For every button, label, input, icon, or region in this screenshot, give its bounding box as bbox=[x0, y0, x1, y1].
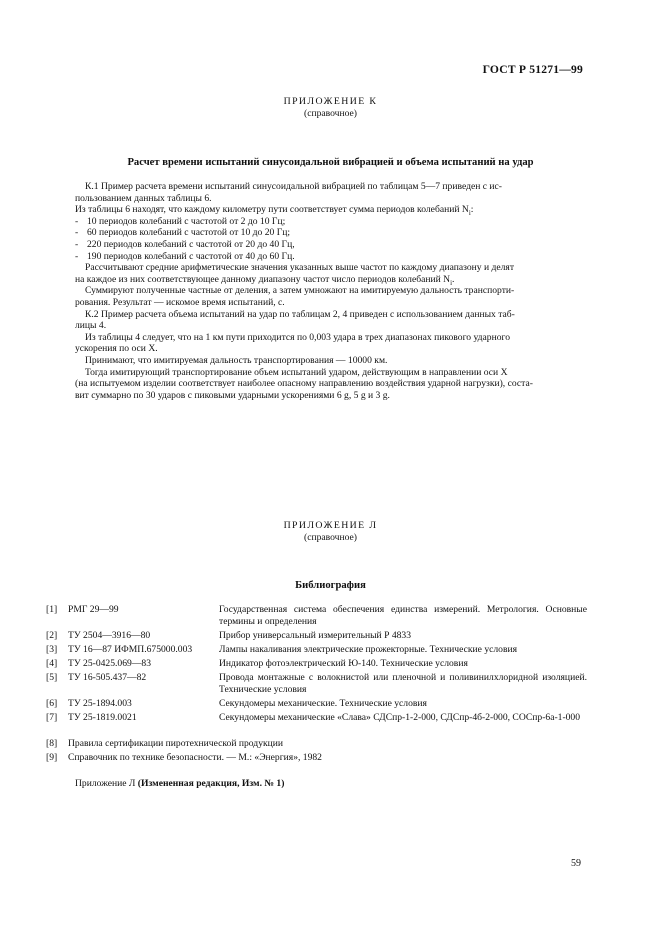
list-item bbox=[75, 216, 587, 228]
bib-number: [1] bbox=[46, 604, 58, 615]
bib-code: ТУ 25-0425.069—83 bbox=[68, 658, 152, 669]
bib-number: [3] bbox=[46, 644, 58, 655]
bib-description: Правила сертификации пиротехнической продукции bbox=[68, 738, 284, 749]
bibliography-heading: Библиография bbox=[295, 580, 366, 591]
bib-code: ТУ 16—87 ИФМП.675000.003 bbox=[68, 644, 193, 655]
page-number: 59 bbox=[571, 858, 581, 869]
bib-code: РМГ 29—99 bbox=[68, 604, 119, 615]
bib-description: Провода монтажные с волокнистой или пленочной и поливинилхлоридной изоляцией. Технические условия bbox=[219, 672, 587, 695]
bib-number: [4] bbox=[46, 658, 58, 669]
para-average-line-1: Рассчитывают средние арифметические значения указанных выше частот по каждому диапазону и делят bbox=[85, 262, 515, 274]
appendix-k-body bbox=[75, 181, 587, 401]
bib-description: Государственная система обеспечения единства измерений. Метрология. Основные термины и определения bbox=[219, 604, 587, 627]
para-average-text: на каждое из них соответствующее данному диапазону частот число периодов колебаний N bbox=[75, 273, 451, 285]
para-distance-line: Принимают, что имитируемая дальность транспортирования — 10000 км. bbox=[85, 354, 388, 366]
list-item-text: 10 периодов колебаний с частотой от 2 до 10 Гц; bbox=[87, 215, 286, 227]
para-result-line-1: Тогда имитирующий транспортирование объем испытаний ударом, действующим в направлении оси X bbox=[85, 366, 508, 378]
bib-number: [2] bbox=[46, 630, 58, 641]
para-result-line-3: вит суммарно по 30 ударов с пиковыми ударными ускорениями 6 g, 5 g и 3 g. bbox=[75, 389, 390, 401]
dash-marker: - bbox=[75, 215, 79, 227]
bib-number: [5] bbox=[46, 672, 58, 683]
bib-code: ТУ 16-505.437—82 bbox=[68, 672, 147, 683]
bib-description: Лампы накаливания электрические прожекторные. Технические условия bbox=[219, 644, 518, 655]
dash-marker: - bbox=[75, 227, 79, 239]
bib-number: [9] bbox=[46, 752, 58, 763]
bib-description: Индикатор фотоэлектрический Ю-140. Технические условия bbox=[219, 658, 468, 669]
bib-code: ТУ 2504—3916—80 bbox=[68, 630, 151, 641]
revision-note bbox=[75, 778, 284, 790]
para-table6-text: Из таблицы 6 находят, что каждому километру пути соответствует сумма периодов колебаний N bbox=[75, 204, 469, 216]
bib-number: [6] bbox=[46, 698, 58, 709]
para-table6-line bbox=[75, 204, 587, 216]
dash-marker: - bbox=[75, 238, 79, 250]
para-average-line-2 bbox=[75, 274, 587, 286]
list-item-text: 190 периодов колебаний с частотой от 40 до 60 Гц. bbox=[87, 250, 295, 262]
subscript-i: i bbox=[450, 278, 453, 287]
bib-description: Секундомеры механические. Технические условия bbox=[219, 698, 427, 709]
colon-mark: : bbox=[470, 204, 474, 216]
bib-code: ТУ 25-1819.0021 bbox=[68, 712, 137, 723]
dash-marker: - bbox=[75, 250, 79, 262]
para-sum-line-2: рования. Результат — искомое время испытаний, с. bbox=[75, 296, 285, 308]
appendix-k-title: ПРИЛОЖЕНИЕ К bbox=[283, 96, 378, 107]
revision-note-prefix: Приложение Л bbox=[75, 778, 138, 789]
subscript-i: i bbox=[468, 209, 471, 218]
document-header-standard: ГОСТ Р 51271—99 bbox=[482, 63, 583, 76]
appendix-k-heading: Расчет времени испытаний синусоидальной вибрацией и объема испытаний на удар bbox=[127, 157, 534, 168]
bib-number: [7] bbox=[46, 712, 58, 723]
para-result-line-2: (на испытуемом изделии соответствует наиболее опасному направлению воздействия ударной нагрузки), соста- bbox=[75, 378, 533, 390]
appendix-k-subtitle: (справочное) bbox=[304, 108, 357, 119]
list-item bbox=[75, 227, 587, 239]
list-item bbox=[75, 239, 587, 251]
bib-code: ТУ 25-1894.003 bbox=[68, 698, 132, 709]
para-table4-line-2: ускорения по оси X. bbox=[75, 343, 158, 355]
list-item-text: 60 периодов колебаний с частотой от 10 до 20 Гц; bbox=[87, 227, 291, 239]
para-k2-line-1: К.2 Пример расчета объема испытаний на удар по таблицам 2, 4 приведен с использованием данных таб- bbox=[85, 308, 515, 320]
para-table4-line-1: Из таблицы 4 следует, что на 1 км пути приходится по 0,003 удара в трех диапазонах пикового ударного bbox=[85, 331, 511, 343]
appendix-l-subtitle: (справочное) bbox=[304, 532, 357, 543]
bib-number: [8] bbox=[46, 738, 58, 749]
bib-description: Прибор универсальный измерительный Р 4833 bbox=[219, 630, 412, 641]
para-k2-line-2: лицы 4. bbox=[75, 320, 107, 332]
para-sum-line-1: Суммируют полученные частные от деления, а затем умножают на имитируемую дальность транспорти- bbox=[85, 285, 515, 297]
appendix-l-title: ПРИЛОЖЕНИЕ Л bbox=[283, 520, 378, 531]
list-item-text: 220 периодов колебаний с частотой от 20 до 40 Гц, bbox=[87, 238, 295, 250]
para-k1-line-2: пользованием данных таблицы 6. bbox=[75, 192, 212, 204]
period-mark: . bbox=[452, 273, 455, 285]
bib-description: Справочник по технике безопасности. — М.: «Энергия», 1982 bbox=[68, 752, 322, 763]
bib-description: Секундомеры механические «Слава» СДСпр-1-2-000, СДСпр-4б-2-000, СОСпр-6а-1-000 bbox=[219, 712, 581, 723]
revision-note-bold: (Измененная редакция, Изм. № 1) bbox=[137, 778, 285, 789]
list-item bbox=[75, 251, 587, 263]
para-k1-line-1: К.1 Пример расчета времени испытаний синусоидальной вибрацией по таблицам 5—7 приведен с ис- bbox=[85, 181, 502, 192]
